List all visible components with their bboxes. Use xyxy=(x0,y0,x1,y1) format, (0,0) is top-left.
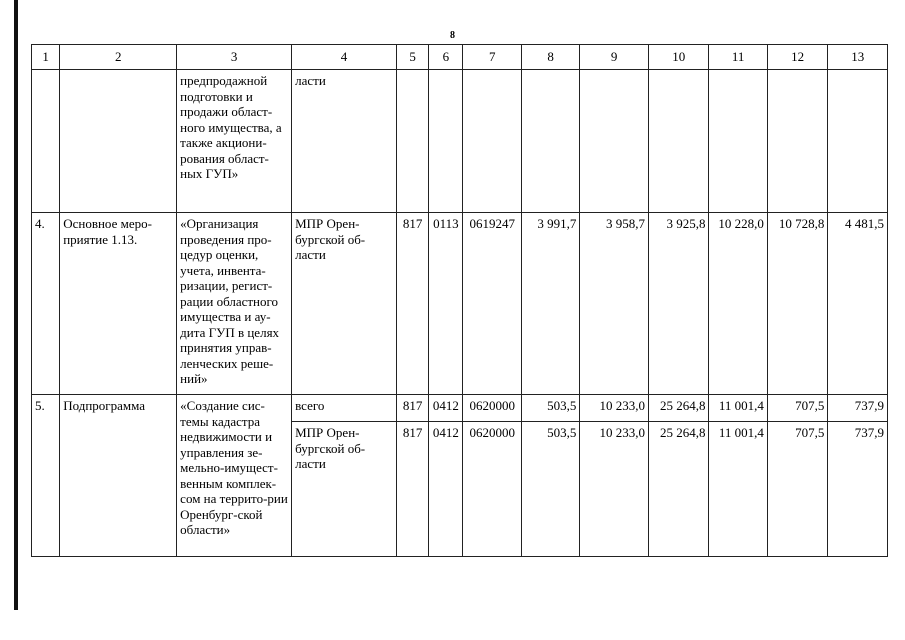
column-header: 10 xyxy=(648,45,708,70)
value-cell: 0620000 xyxy=(463,422,521,557)
activity-type-cell: Основное меро-приятие 1.13. xyxy=(60,213,177,395)
activity-name-cell: «Организация проведения про-цедур оценки, учета, инвента-ризации, регист-рации областного имущества и ау-дита ГУП в целях принятия управ-ленческих реше-ний» xyxy=(177,213,292,395)
row-number-cell: 5. xyxy=(32,395,60,557)
column-header: 6 xyxy=(429,45,463,70)
value-cell: 11 001,4 xyxy=(709,395,767,422)
value-cell xyxy=(521,70,579,213)
executor-cell: МПР Орен-бургской об-ласти xyxy=(292,422,397,557)
value-cell xyxy=(648,70,708,213)
value-cell: 25 264,8 xyxy=(648,395,708,422)
column-header: 2 xyxy=(60,45,177,70)
value-cell: 4 481,5 xyxy=(828,213,888,395)
row-number-cell: 4. xyxy=(32,213,60,395)
value-cell: 0619247 xyxy=(463,213,521,395)
value-cell: 817 xyxy=(396,213,428,395)
value-cell: 0620000 xyxy=(463,395,521,422)
value-cell xyxy=(429,70,463,213)
column-header: 13 xyxy=(828,45,888,70)
value-cell: 10 228,0 xyxy=(709,213,767,395)
column-header: 11 xyxy=(709,45,767,70)
activity-type-cell: Подпрограмма xyxy=(60,395,177,557)
budget-table xyxy=(31,44,888,557)
activity-name-cell: предпродажной подготовки и продажи област-ного имущества, а также акциони-рования област-ных ГУП» xyxy=(177,70,292,213)
value-cell: 3 991,7 xyxy=(521,213,579,395)
value-cell: 3 958,7 xyxy=(580,213,649,395)
row-number-cell xyxy=(32,70,60,213)
activity-type-cell xyxy=(60,70,177,213)
column-header: 7 xyxy=(463,45,521,70)
value-cell xyxy=(463,70,521,213)
column-header: 8 xyxy=(521,45,579,70)
value-cell xyxy=(580,70,649,213)
value-cell xyxy=(767,70,827,213)
value-cell: 707,5 xyxy=(767,395,827,422)
value-cell: 503,5 xyxy=(521,422,579,557)
value-cell: 10 233,0 xyxy=(580,395,649,422)
value-cell: 737,9 xyxy=(828,395,888,422)
table-row xyxy=(32,213,888,395)
executor-cell: всего xyxy=(292,395,397,422)
executor-cell: ласти xyxy=(292,70,397,213)
value-cell: 0113 xyxy=(429,213,463,395)
value-cell: 737,9 xyxy=(828,422,888,557)
table-row xyxy=(32,70,888,213)
column-header: 9 xyxy=(580,45,649,70)
value-cell: 25 264,8 xyxy=(648,422,708,557)
value-cell xyxy=(709,70,767,213)
column-header: 12 xyxy=(767,45,827,70)
value-cell: 11 001,4 xyxy=(709,422,767,557)
value-cell: 3 925,8 xyxy=(648,213,708,395)
value-cell xyxy=(396,70,428,213)
column-header: 3 xyxy=(177,45,292,70)
value-cell: 817 xyxy=(396,395,428,422)
value-cell: 0412 xyxy=(429,395,463,422)
column-header: 1 xyxy=(32,45,60,70)
activity-name-cell: «Создание сис-темы кадастра недвижимости и управления зе-мельно-имущест-венным комплек-сом на террито-рии Оренбург-ской области» xyxy=(177,395,292,557)
value-cell: 817 xyxy=(396,422,428,557)
executor-cell: МПР Орен-бургской об-ласти xyxy=(292,213,397,395)
value-cell: 10 728,8 xyxy=(767,213,827,395)
value-cell xyxy=(828,70,888,213)
column-header: 5 xyxy=(396,45,428,70)
header-row xyxy=(32,45,888,70)
page-number: 8 xyxy=(450,30,455,41)
column-header: 4 xyxy=(292,45,397,70)
value-cell: 0412 xyxy=(429,422,463,557)
value-cell: 707,5 xyxy=(767,422,827,557)
value-cell: 10 233,0 xyxy=(580,422,649,557)
left-margin-bar xyxy=(14,0,18,610)
table-row xyxy=(32,395,888,422)
value-cell: 503,5 xyxy=(521,395,579,422)
